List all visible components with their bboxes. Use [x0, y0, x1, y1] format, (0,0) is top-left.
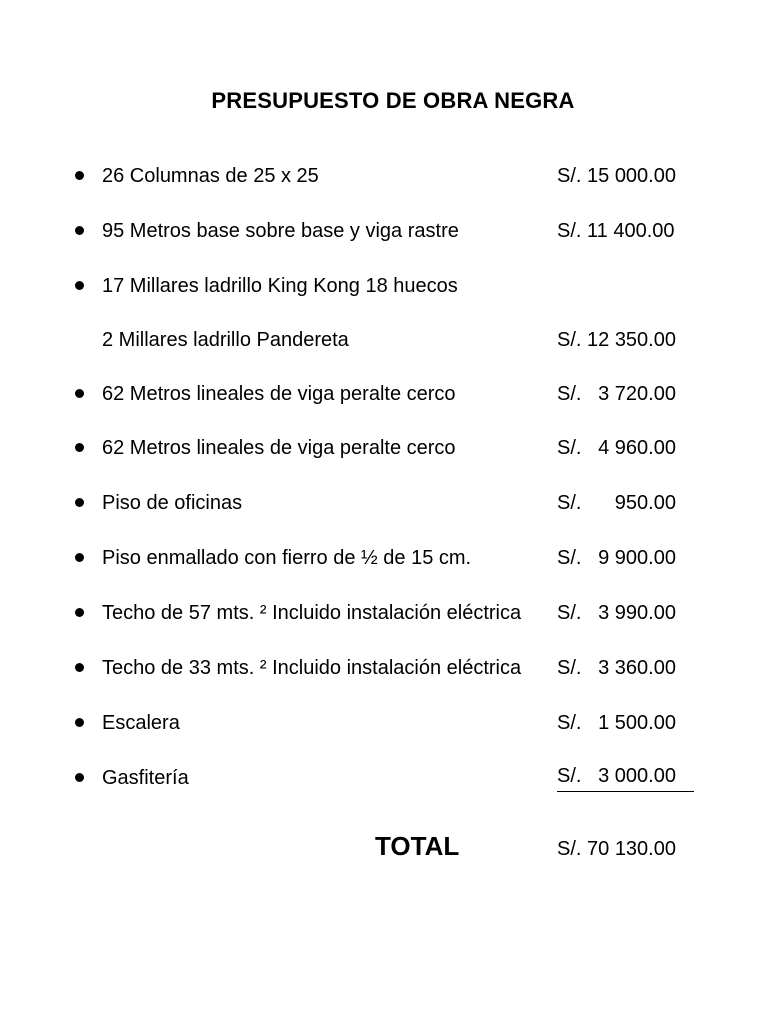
budget-row [0, 763, 768, 793]
budget-row [0, 379, 768, 409]
budget-row [0, 216, 768, 246]
budget-row [0, 271, 768, 301]
item-description: 62 Metros lineales de viga peralte cerco [102, 437, 456, 459]
item-amount: S/. 4 960.00 [557, 437, 676, 459]
item-amount: S/. 9 900.00 [557, 547, 676, 569]
item-amount: S/. 1 500.00 [557, 712, 676, 734]
item-amount: S/. 3 360.00 [557, 657, 676, 679]
item-description: Piso enmallado con fierro de ½ de 15 cm. [102, 547, 472, 569]
bullet-icon [75, 389, 84, 398]
item-description: Techo de 57 mts. ² Incluido instalación eléctrica [102, 602, 522, 624]
document-title: PRESUPUESTO DE OBRA NEGRA [211, 88, 575, 113]
item-amount: S/. 11 400.00 [557, 220, 675, 242]
item-amount: S/. 3 000.00 [557, 763, 694, 792]
bullet-icon [75, 281, 84, 290]
item-description: 2 Millares ladrillo Pandereta [102, 329, 349, 351]
item-description: 26 Columnas de 25 x 25 [102, 165, 319, 187]
budget-row [0, 433, 768, 463]
budget-row [0, 325, 768, 355]
item-amount: S/. 12 350.00 [557, 329, 676, 351]
item-description: Techo de 33 mts. ² Incluido instalación eléctrica [102, 657, 522, 679]
budget-row [0, 161, 768, 191]
bullet-icon [75, 663, 84, 672]
item-amount: S/. 3 990.00 [557, 602, 676, 624]
bullet-icon [75, 773, 84, 782]
bullet-icon [75, 498, 84, 507]
bullet-icon [75, 226, 84, 235]
bullet-icon [75, 553, 84, 562]
item-description: 95 Metros base sobre base y viga rastre [102, 220, 459, 242]
bullet-icon [75, 171, 84, 180]
item-amount: S/. 950.00 [557, 492, 676, 514]
total-amount: S/. 70 130.00 [557, 838, 676, 860]
budget-row [0, 598, 768, 628]
item-description: 62 Metros lineales de viga peralte cerco [102, 383, 456, 405]
item-description: Gasfitería [102, 767, 189, 789]
bullet-icon [75, 608, 84, 617]
total-label: TOTAL [375, 831, 460, 861]
item-description: Escalera [102, 712, 180, 734]
budget-row [0, 543, 768, 573]
budget-row [0, 708, 768, 738]
item-description: 17 Millares ladrillo King Kong 18 huecos [102, 275, 458, 297]
budget-row [0, 488, 768, 518]
bullet-icon [75, 443, 84, 452]
budget-row [0, 653, 768, 683]
item-amount: S/. 3 720.00 [557, 383, 676, 405]
item-amount: S/. 15 000.00 [557, 165, 676, 187]
item-description: Piso de oficinas [102, 492, 243, 514]
bullet-icon [75, 718, 84, 727]
